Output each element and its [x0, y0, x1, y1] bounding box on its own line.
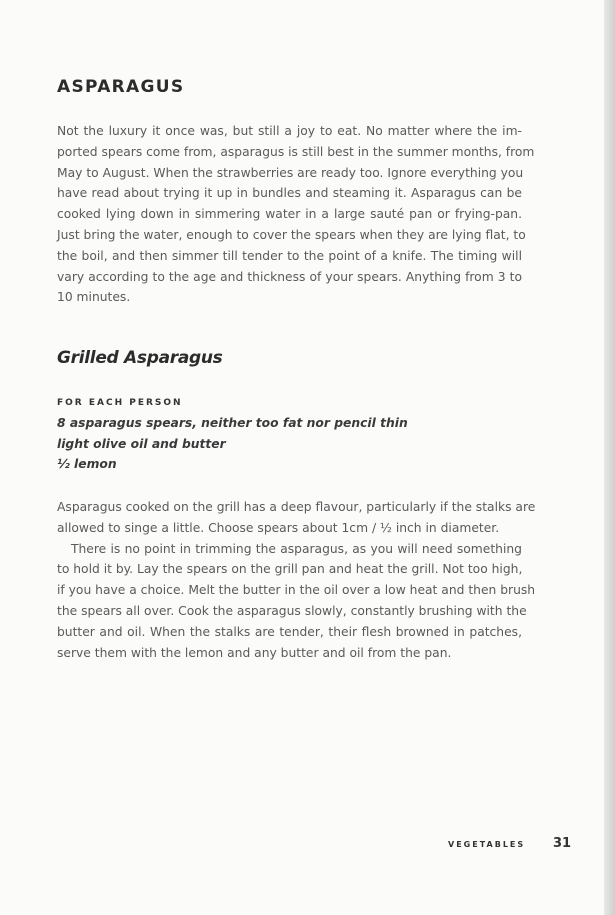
recipe-title: Grilled Asparagus: [57, 348, 223, 368]
text-line: There is no point in trimming the asparagus, as you will need something: [71, 541, 522, 556]
text-line: Just bring the water, enough to cover the spears when they are lying flat, to: [57, 227, 526, 242]
text-line: the boil, and then simmer till tender to the point of a knife. The timing will: [57, 248, 522, 263]
text-line: cooked lying down in simmering water in a large sauté pan or frying-pan.: [57, 207, 522, 222]
text-line: to hold it by. Lay the spears on the grill pan and heat the grill. Not too high,: [57, 562, 523, 577]
text-line: the spears all over. Cook the asparagus slowly, constantly brushing with the: [57, 603, 527, 618]
text-line: May to August. When the strawberries are ready too. Ignore everything you: [57, 165, 524, 180]
text-line: Asparagus cooked on the grill has a deep flavour, particularly if the stalks are: [57, 500, 536, 514]
text-line: vary according to the age and thickness of your spears. Anything from 3 to: [57, 269, 522, 284]
text-line: ported spears come from, asparagus is still best in the summer months, from: [57, 144, 535, 159]
section-title: ASPARAGUS: [57, 77, 185, 97]
text-line: serve them with the lemon and any butter and oil from the pan.: [57, 645, 452, 660]
ingredient: ½ lemon: [57, 457, 117, 472]
serving-label: FOR EACH PERSON: [57, 398, 183, 408]
page-edge: [604, 0, 615, 915]
method-paragraph: [57, 497, 536, 663]
text-line: butter and oil. When the stalks are tender, their flesh browned in patches,: [57, 624, 522, 639]
text-line: 10 minutes.: [57, 290, 131, 305]
ingredient-list: [57, 413, 408, 475]
ingredient: 8 asparagus spears, neither too fat nor pencil thin: [57, 416, 408, 430]
running-footer: VEGETABLES: [448, 840, 526, 849]
text-line: if you have a choice. Melt the butter in the oil over a low heat and then brush: [57, 583, 536, 598]
text-line: Not the luxury it once was, but still a joy to eat. No matter where the im-: [57, 124, 522, 138]
text-line: allowed to singe a little. Choose spears about 1cm / ½ inch in diameter.: [57, 520, 500, 535]
text-line: have read about trying it up in bundles and steaming it. Asparagus can be: [57, 186, 522, 201]
intro-paragraph: [57, 121, 535, 308]
page-number: 31: [553, 836, 572, 851]
ingredient: light olive oil and butter: [57, 436, 226, 451]
